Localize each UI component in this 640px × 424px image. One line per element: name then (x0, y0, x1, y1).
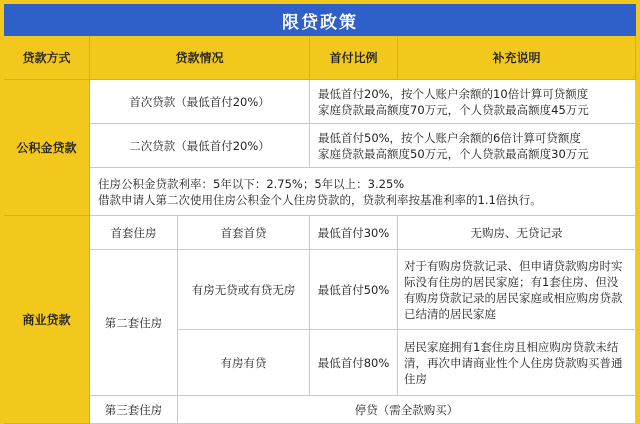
header-situation: 贷款情况 (90, 36, 310, 80)
second-home-row1-note-line: 际没有住房的居民家庭；有1套住房、但没 (404, 274, 619, 289)
first-home-sub: 首套首贷 (178, 216, 310, 250)
second-home-row1-note (398, 250, 636, 330)
second-home-row1-note-line: 已结清的居民家庭 (404, 306, 496, 321)
header-down-payment: 首付比例 (310, 36, 398, 80)
category-provident-fund: 公积金贷款 (4, 80, 90, 216)
header-method: 贷款方式 (4, 36, 90, 80)
pf-second-situation: 二次贷款（最低首付20%） (90, 124, 310, 168)
first-home-note: 无购房、无贷记录 (398, 216, 636, 250)
pf-first-note-line: 最低首付20%，按个人账户余额的10倍计算可贷额度 (318, 86, 589, 101)
second-home-label: 第二套住房 (90, 250, 178, 396)
table-title: 限贷政策 (4, 4, 636, 36)
pf-first-note (310, 80, 636, 124)
third-home-label: 第三套住房 (90, 396, 178, 424)
second-home-row1-note-line: 对于有购房贷款记录、但申请贷款购房时实 (404, 258, 623, 273)
category-commercial: 商业贷款 (4, 216, 90, 424)
second-home-row1-sub: 有房无贷或有贷无房 (178, 250, 310, 330)
second-home-row2-note-line: 清，再次申请商业性个人住房贷款购买普通 (404, 355, 623, 370)
pf-second-note-line: 家庭贷款最高额度50万元，个人贷款最高额度30万元 (318, 146, 589, 161)
second-home-row1-note-line: 有购房贷款记录的居民家庭或相应购房贷款 (404, 290, 623, 305)
pf-first-situation: 首次贷款（最低首付20%） (90, 80, 310, 124)
second-home-row2-note-line: 居民家庭拥有1套住房且相应购房贷款未结 (404, 339, 619, 354)
second-home-row2-note-line: 住房 (404, 371, 427, 386)
second-home-row1-down-payment: 最低首付50% (310, 250, 398, 330)
second-home-row2-note (398, 330, 636, 396)
third-home-note: 停贷（需全款购买） (178, 396, 636, 424)
pf-second-note (310, 124, 636, 168)
second-home-row2-down-payment: 最低首付80% (310, 330, 398, 396)
pf-rate-line: 借款申请人第二次使用住房公积金个人住房贷款的，贷款利率按基准利率的1.1倍执行。 (98, 192, 542, 207)
pf-rate-note (90, 168, 636, 216)
pf-rate-line: 住房公积金贷款利率：5年以下：2.75%；5年以上：3.25% (98, 176, 405, 191)
second-home-row2-sub: 有房有贷 (178, 330, 310, 396)
first-home-label: 首套住房 (90, 216, 178, 250)
pf-first-note-line: 家庭贷款最高额度70万元，个人贷款最高额度45万元 (318, 102, 589, 117)
first-home-down-payment: 最低首付30% (310, 216, 398, 250)
pf-second-note-line: 最低首付50%，按个人账户余额的6倍计算可贷额度 (318, 130, 581, 145)
header-notes: 补充说明 (398, 36, 636, 80)
